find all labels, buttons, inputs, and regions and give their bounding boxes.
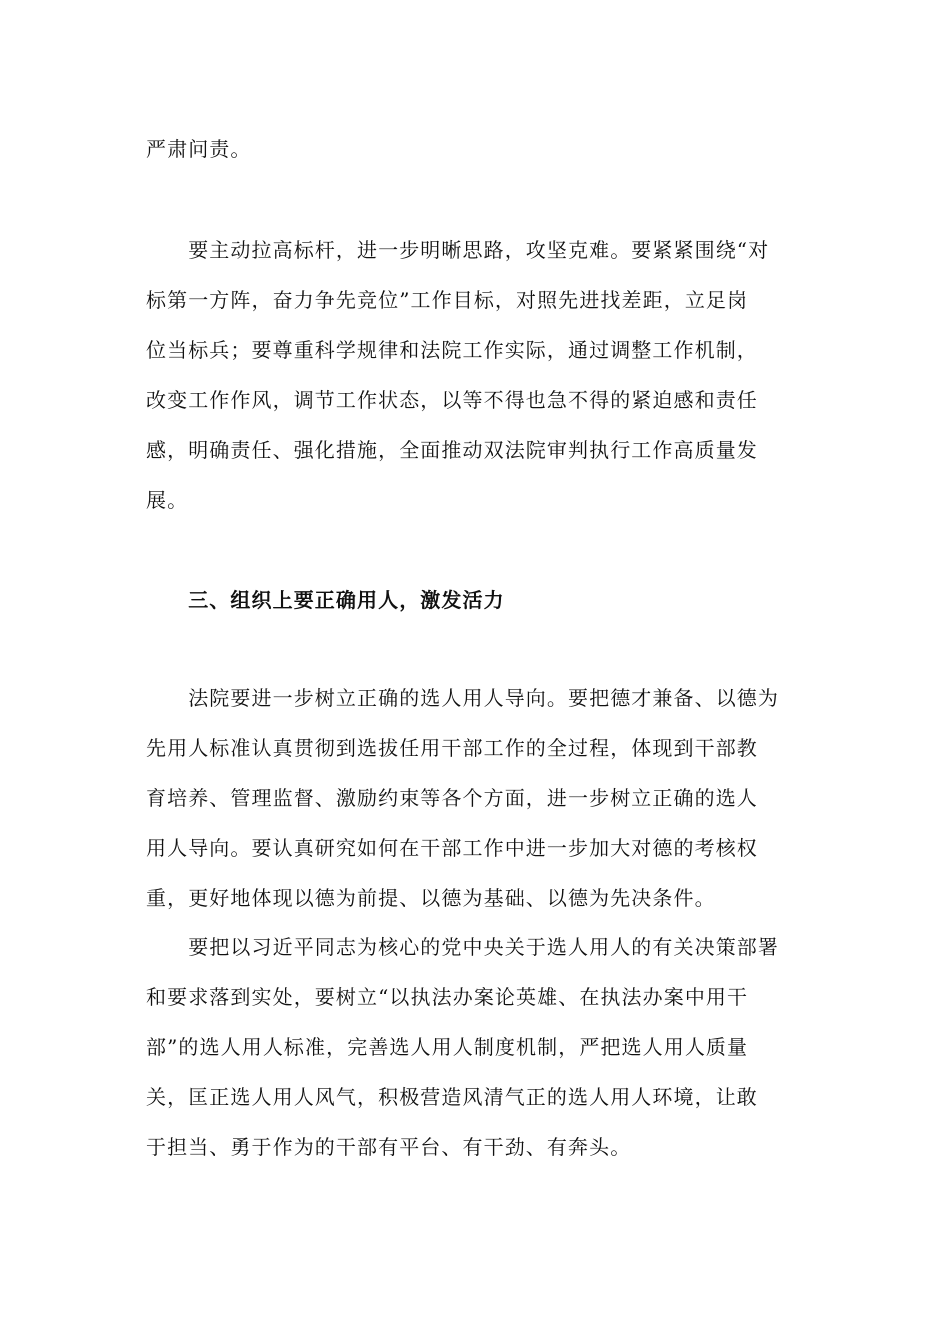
paragraph-line: 部”的选人用人标准，完善选人用人制度机制，严把选人用人质量 — [146, 1035, 749, 1059]
paragraph-line: 用人导向。要认真研究如何在干部工作中进一步加大对德的考核权 — [146, 836, 758, 860]
paragraph-line: 关，匡正选人用人风气，积极营造风清气正的选人用人环境，让敢 — [146, 1085, 758, 1109]
paragraph-line: 感，明确责任、强化措施，全面推动双法院审判执行工作高质量发 — [146, 438, 758, 462]
section-heading: 三、组织上要正确用人，激发活力 — [146, 588, 505, 612]
paragraph-line: 法院要进一步树立正确的选人用人导向。要把德才兼备、以德为 — [146, 686, 779, 710]
paragraph-4 — [146, 922, 806, 1172]
paragraph-line: 要把以习近平同志为核心的党中央关于选人用人的有关决策部署 — [146, 935, 779, 959]
paragraph-line: 先用人标准认真贯彻到选拔任用干部工作的全过程，体现到干部教 — [146, 736, 758, 760]
paragraph-line: 改变工作作风，调节工作状态，以等不得也急不得的紧迫感和责任 — [146, 388, 758, 412]
paragraph-line: 育培养、管理监督、激励约束等各个方面，进一步树立正确的选人 — [146, 786, 758, 810]
paragraph-2 — [146, 225, 806, 525]
paragraph-3 — [146, 673, 806, 923]
paragraph-line: 标第一方阵，奋力争先竞位”工作目标，对照先进找差距，立足岗 — [146, 288, 749, 312]
paragraph-line: 重，更好地体现以德为前提、以德为基础、以德为先决条件。 — [146, 886, 716, 910]
paragraph-line: 于担当、勇于作为的干部有平台、有干劲、有奔头。 — [146, 1135, 632, 1159]
paragraph-line: 位当标兵；要尊重科学规律和法院工作实际，通过调整工作机制， — [146, 338, 758, 362]
paragraph-line: 和要求落到实处，要树立“以执法办案论英雄、在执法办案中用干 — [146, 985, 749, 1009]
paragraph-line: 严肃问责。 — [146, 137, 252, 161]
paragraph-line: 展。 — [146, 488, 189, 512]
paragraph-1 — [146, 124, 806, 174]
paragraph-line: 要主动拉高标杆，进一步明晰思路，攻坚克难。要紧紧围绕“对 — [146, 238, 770, 262]
